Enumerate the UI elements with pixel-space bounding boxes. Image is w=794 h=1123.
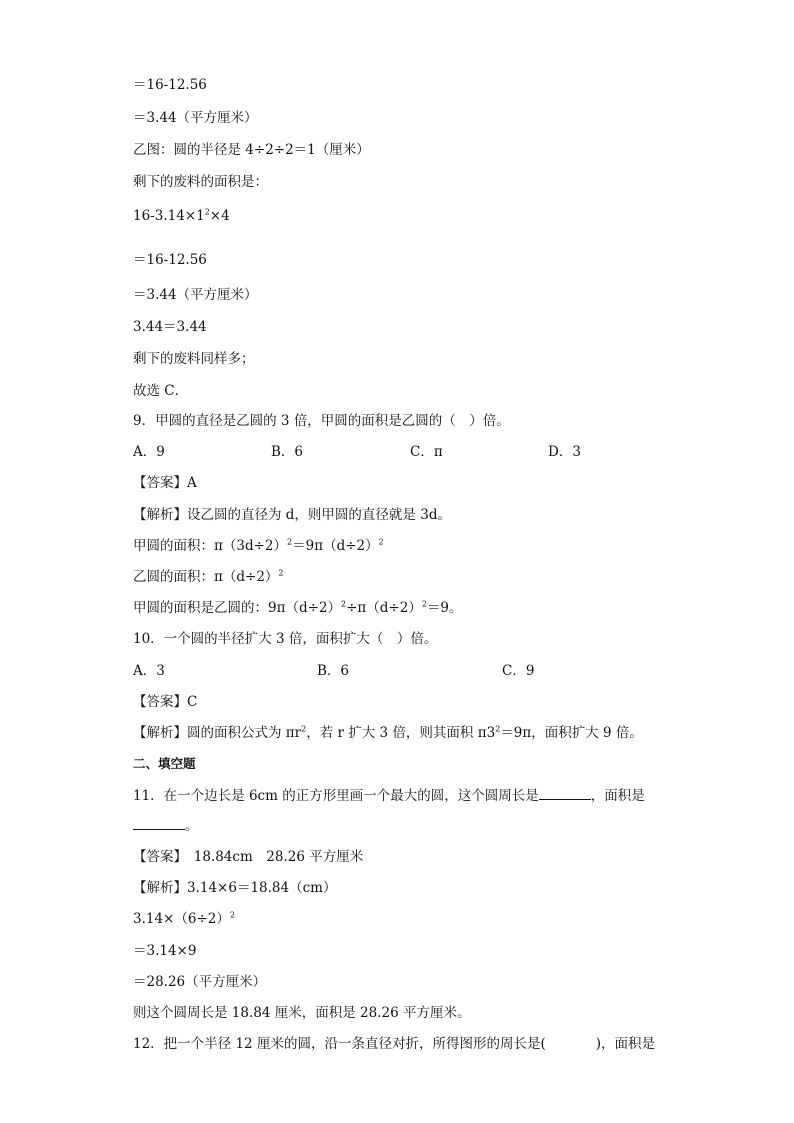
q11-answer: 【答案】 18.84cm 28.26 平方厘米 <box>133 849 364 865</box>
superscript: 2 <box>204 207 210 217</box>
question-12 <box>133 1035 655 1053</box>
q9-option-d: D．3 <box>548 444 581 460</box>
q10-option-a: A．3 <box>133 663 165 679</box>
text-line: ＝3.14×9 <box>133 943 197 959</box>
text-line: 剩下的废料同样多； <box>133 351 255 367</box>
text-line <box>133 568 284 586</box>
superscript: 2 <box>229 910 235 920</box>
text-line: ＝16-12.56 <box>133 252 207 268</box>
text-segment: ，若 r 扩大 3 倍，则其面积 π3 <box>306 725 496 741</box>
q10-option-b: B．6 <box>317 663 350 679</box>
q9-explanation: 【解析】设乙圆的直径为 d，则甲圆的直径就是 3d。 <box>133 507 451 523</box>
text-line: ＝28.26（平方厘米） <box>133 974 267 990</box>
text-line: ＝3.44（平方厘米） <box>133 110 258 126</box>
superscript: 2 <box>287 537 293 547</box>
text-segment: 乙圆的面积：π（d÷2） <box>133 569 279 585</box>
text-segment: )，面积是 <box>595 1036 655 1052</box>
text-line <box>133 599 463 617</box>
text-segment: ×4 <box>209 208 230 224</box>
text-line: 乙图：圆的半径是 4÷2÷2＝1（厘米） <box>133 142 370 158</box>
text-segment: ÷π（d÷2） <box>346 600 422 616</box>
text-segment: 16-3.14×1 <box>133 208 205 224</box>
text-line <box>133 207 230 225</box>
text-line <box>133 910 235 928</box>
text-segment: 【解析】圆的面积公式为 πr <box>133 725 302 741</box>
superscript: 2 <box>378 537 384 547</box>
question-10: 10．一个圆的半径扩大 3 倍，面积扩大（ ）倍。 <box>133 631 438 647</box>
text-segment: 甲圆的面积是乙圆的：9π（d÷2） <box>133 600 342 616</box>
text-segment: ＝9π（d÷2） <box>292 538 379 554</box>
superscript: 2 <box>341 599 347 609</box>
text-segment: 甲圆的面积：π（3d÷2） <box>133 538 288 554</box>
superscript: 2 <box>495 724 501 734</box>
text-segment: ，面积是 <box>590 788 645 804</box>
text-line <box>133 816 199 835</box>
text-line: ＝3.44（平方厘米） <box>133 287 258 303</box>
text-segment: 11．在一个边长是 6cm 的正方形里画一个最大的圆，这个圆周长是 <box>133 788 539 804</box>
text-segment: 。 <box>185 818 199 834</box>
q10-explanation <box>133 724 643 742</box>
text-segment: 3.14×（6÷2） <box>133 911 230 927</box>
text-line: 3.44＝3.44 <box>133 319 207 335</box>
q9-option-a: A．9 <box>133 444 165 460</box>
superscript: 2 <box>278 568 284 578</box>
superscript: 2 <box>301 724 307 734</box>
text-line <box>133 537 384 555</box>
text-line: 则这个圆周长是 18.84 厘米，面积是 28.26 平方厘米。 <box>133 1005 471 1021</box>
q10-answer: 【答案】C <box>133 694 198 710</box>
text-segment: ＝9π，面积扩大 9 倍。 <box>500 725 643 741</box>
answer-blank <box>133 816 185 830</box>
q9-option-c: C．π <box>410 444 443 460</box>
text-segment: ＝9。 <box>426 600 463 616</box>
superscript: 2 <box>421 599 427 609</box>
text-line: 剩下的废料的面积是： <box>133 174 268 190</box>
text-segment: 12．把一个半径 12 厘米的圆，沿一条直径对折，所得图形的周长是( <box>133 1036 546 1052</box>
q9-answer: 【答案】A <box>133 475 197 491</box>
q9-option-b: B．6 <box>271 444 304 460</box>
text-line: 故选 C． <box>133 383 189 399</box>
answer-blank <box>539 786 591 800</box>
section-heading: 二、填空题 <box>133 756 196 771</box>
question-11 <box>133 786 645 805</box>
question-9: 9．甲圆的直径是乙圆的 3 倍，甲圆的面积是乙圆的（ ）倍。 <box>133 413 510 429</box>
q11-explanation: 【解析】3.14×6＝18.84（cm） <box>133 880 337 896</box>
text-line: ＝16-12.56 <box>133 77 207 93</box>
q10-option-c: C．9 <box>502 663 535 679</box>
